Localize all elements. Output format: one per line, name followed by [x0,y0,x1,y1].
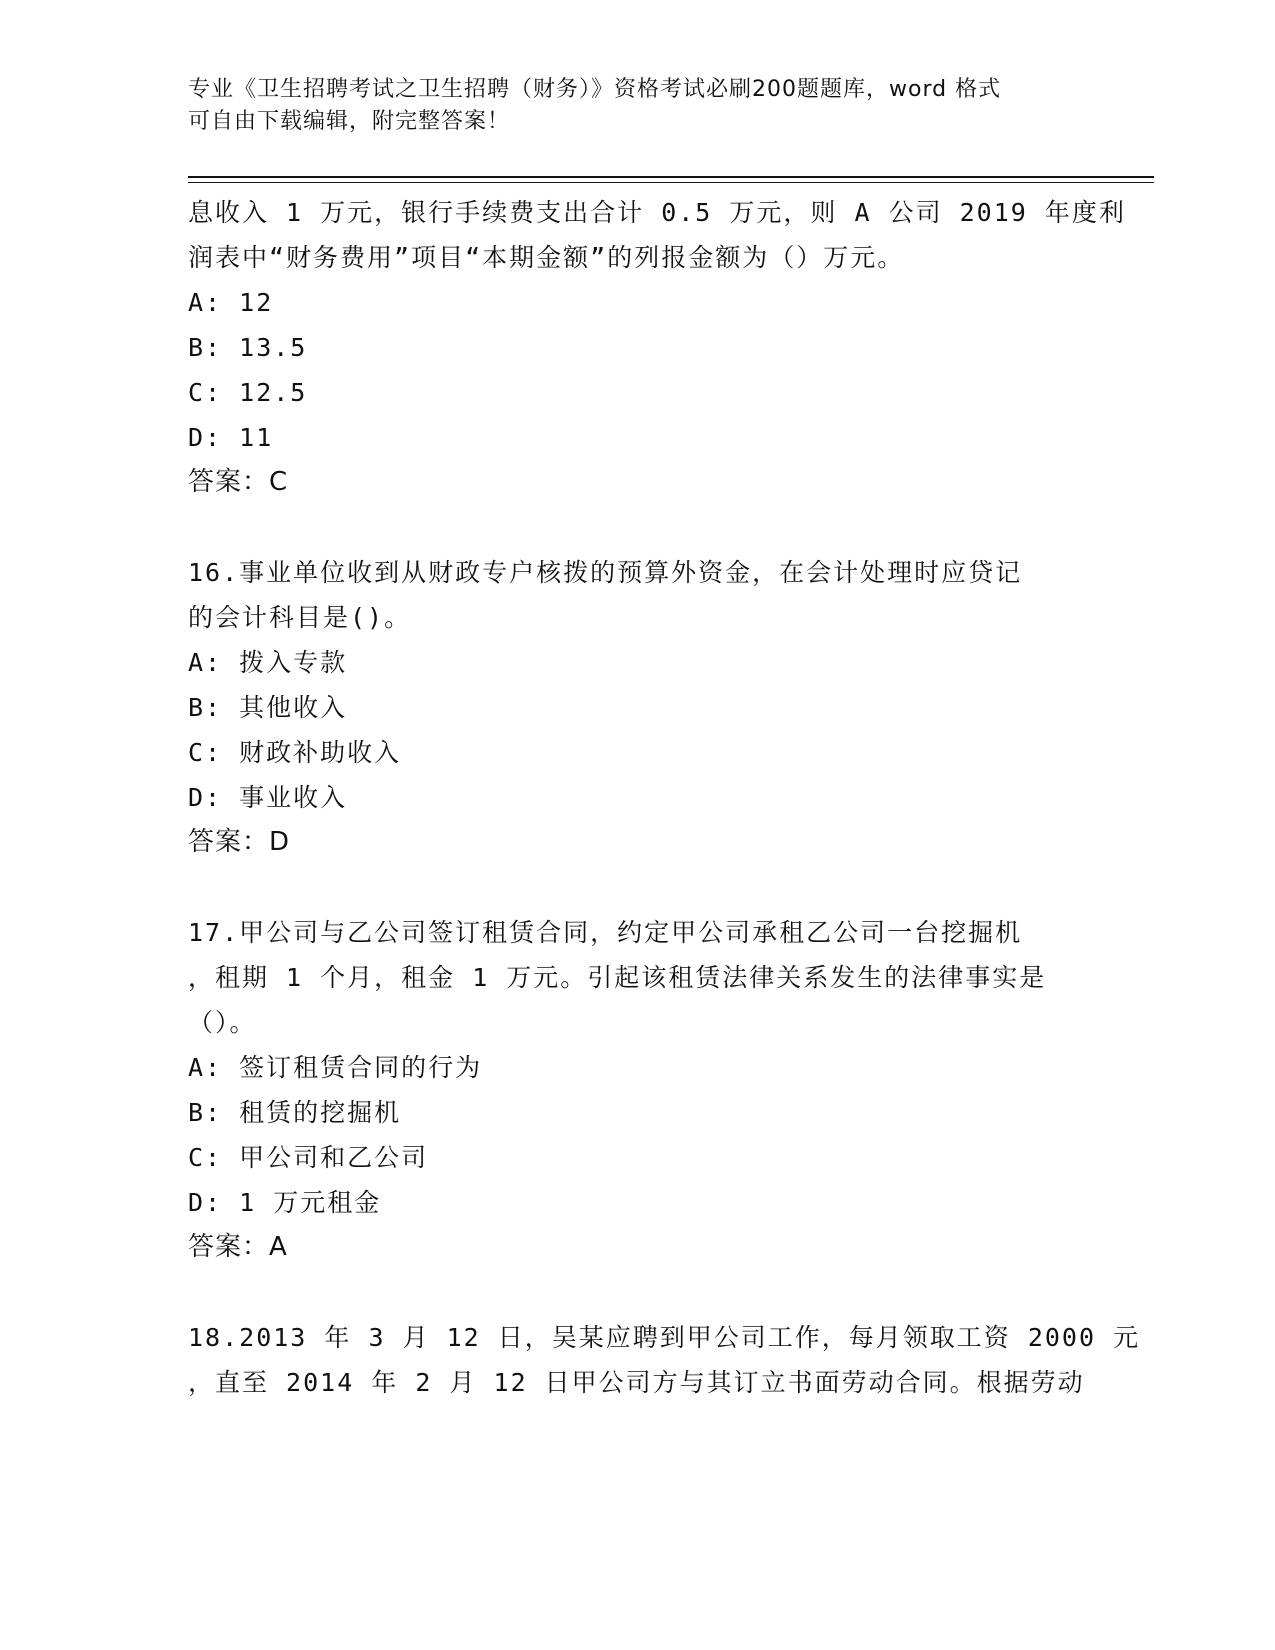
option-c: C: 12.5 [188,378,308,407]
header-title-line-1: 专业《卫生招聘考试之卫生招聘（财务）》资格考试必刷200题题库，word 格式 [188,77,1002,102]
question-text-line: ，直至 2014 年 2 月 12 日甲公司方与其订立书面劳动合同。根据劳动 [188,1368,1085,1397]
answer: 答案：D [188,827,291,857]
option-a: A: 拨入专款 [188,648,348,677]
spacer [188,865,1108,910]
question-15 [188,190,1126,505]
option-c: C: 甲公司和乙公司 [188,1143,429,1172]
question-content [188,190,1141,1405]
option-d: D: 11 [188,423,274,452]
answer: 答案：C [188,467,289,497]
page-header [188,74,1088,138]
spacer [188,1270,1108,1315]
question-text-line: 息收入 1 万元，银行手续费支出合计 0.5 万元，则 A 公司 2019 年度利 [188,198,1126,227]
question-16 [188,550,1108,865]
option-b: B: 其他收入 [188,693,348,722]
option-b: B: 13.5 [188,333,308,362]
question-text-line: 润表中“财务费用”项目“本期金额”的列报金额为（）万元。 [188,243,905,272]
header-title-line-2: 可自由下载编辑，附完整答案！ [188,109,511,134]
header-rule-thick [188,176,1154,178]
question-text-line: 的会计科目是()。 [188,603,412,632]
question-text-line: ，租期 1 个月，租金 1 万元。引起该租赁法律关系发生的法律事实是 [188,963,1047,992]
option-d: D: 1 万元租金 [188,1188,382,1217]
option-b: B: 租赁的挖掘机 [188,1098,402,1127]
question-17 [188,910,1108,1270]
spacer [188,505,1108,550]
option-d: D: 事业收入 [188,783,348,812]
question-18 [188,1315,1141,1405]
option-a: A: 签订租赁合同的行为 [188,1053,483,1082]
answer: 答案：A [188,1232,288,1262]
question-text-line: 16.事业单位收到从财政专户核拨的预算外资金，在会计处理时应贷记 [188,558,1023,587]
option-a: A: 12 [188,288,274,317]
question-text-line: 18.2013 年 3 月 12 日，吴某应聘到甲公司工作，每月领取工资 2000 元 [188,1323,1141,1352]
question-text-line: 17.甲公司与乙公司签订租赁合同，约定甲公司承租乙公司一台挖掘机 [188,918,1023,947]
header-rule-thin [188,182,1154,183]
option-c: C: 财政补助收入 [188,738,402,767]
question-text-line: （）。 [188,1008,257,1037]
